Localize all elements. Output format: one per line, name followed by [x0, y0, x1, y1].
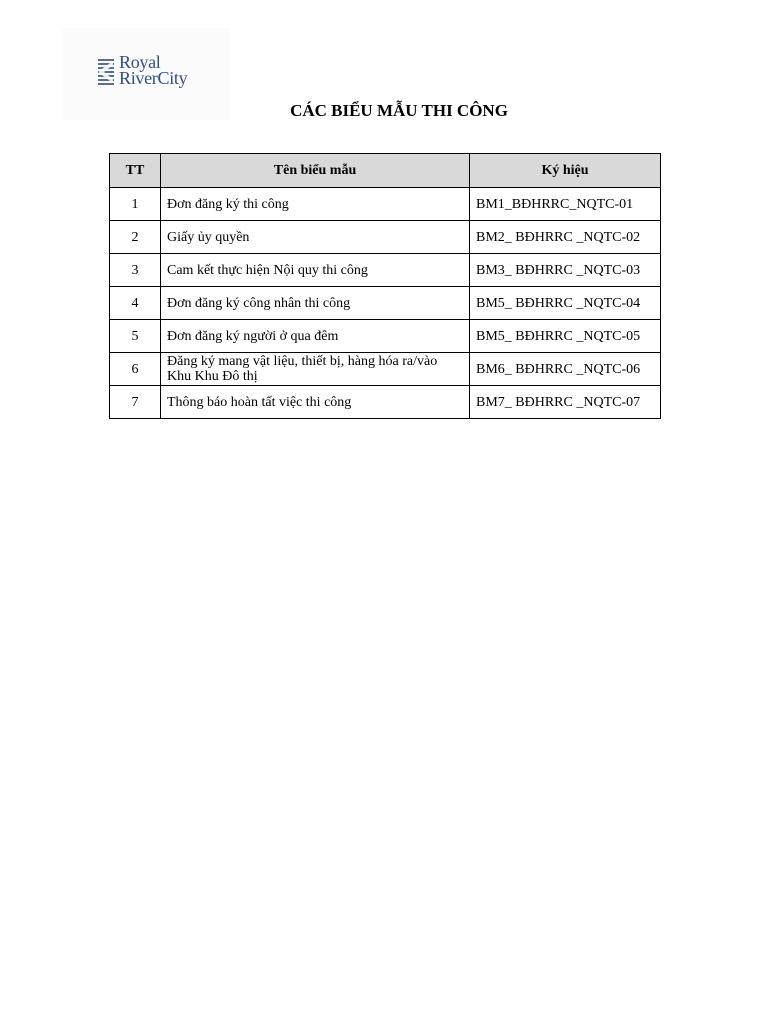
row-number: 4 [110, 287, 161, 320]
form-code: BM6_ BĐHRRC _NQTC-06 [470, 353, 661, 386]
row-number: 3 [110, 254, 161, 287]
form-name: Đăng ký mang vật liệu, thiết bị, hàng hóa ra/vào Khu Khu Đô thị [161, 353, 470, 386]
table-row [110, 353, 661, 386]
row-number: 2 [110, 221, 161, 254]
row-number: 7 [110, 386, 161, 419]
table-row [110, 254, 661, 287]
page-title: CÁC BIỂU MẪU THI CÔNG [290, 101, 508, 120]
form-name: Cam kết thực hiện Nội quy thi công [161, 254, 470, 287]
table-header-row [110, 154, 661, 188]
column-header-name: Tên biểu mẫu [161, 154, 470, 188]
row-number: 5 [110, 320, 161, 353]
forms-table [109, 153, 661, 419]
form-code: BM5_ BĐHRRC _NQTC-05 [470, 320, 661, 353]
table-row [110, 287, 661, 320]
column-header-code: Ký hiệu [470, 154, 661, 188]
form-name: Đơn đăng ký người ở qua đêm [161, 320, 470, 353]
table-row [110, 188, 661, 221]
row-number: 6 [110, 353, 161, 386]
table-row [110, 320, 661, 353]
table-row [110, 221, 661, 254]
form-name: Đơn đăng ký thi công [161, 188, 470, 221]
form-name: Thông báo hoàn tất việc thi công [161, 386, 470, 419]
form-code: BM1_BĐHRRC_NQTC-01 [470, 188, 661, 221]
form-name: Giấy ủy quyền [161, 221, 470, 254]
table-row [110, 386, 661, 419]
form-code: BM3_ BĐHRRC _NQTC-03 [470, 254, 661, 287]
logo-wordmark: Royal RiverCity [119, 52, 188, 88]
row-number: 1 [110, 188, 161, 221]
form-code: BM5_ BĐHRRC _NQTC-04 [470, 287, 661, 320]
column-header-tt: TT [110, 154, 161, 188]
form-code: BM2_ BĐHRRC _NQTC-02 [470, 221, 661, 254]
royal-river-city-logo-icon [96, 57, 116, 87]
form-code: BM7_ BĐHRRC _NQTC-07 [470, 386, 661, 419]
form-name: Đơn đăng ký công nhân thi công [161, 287, 470, 320]
